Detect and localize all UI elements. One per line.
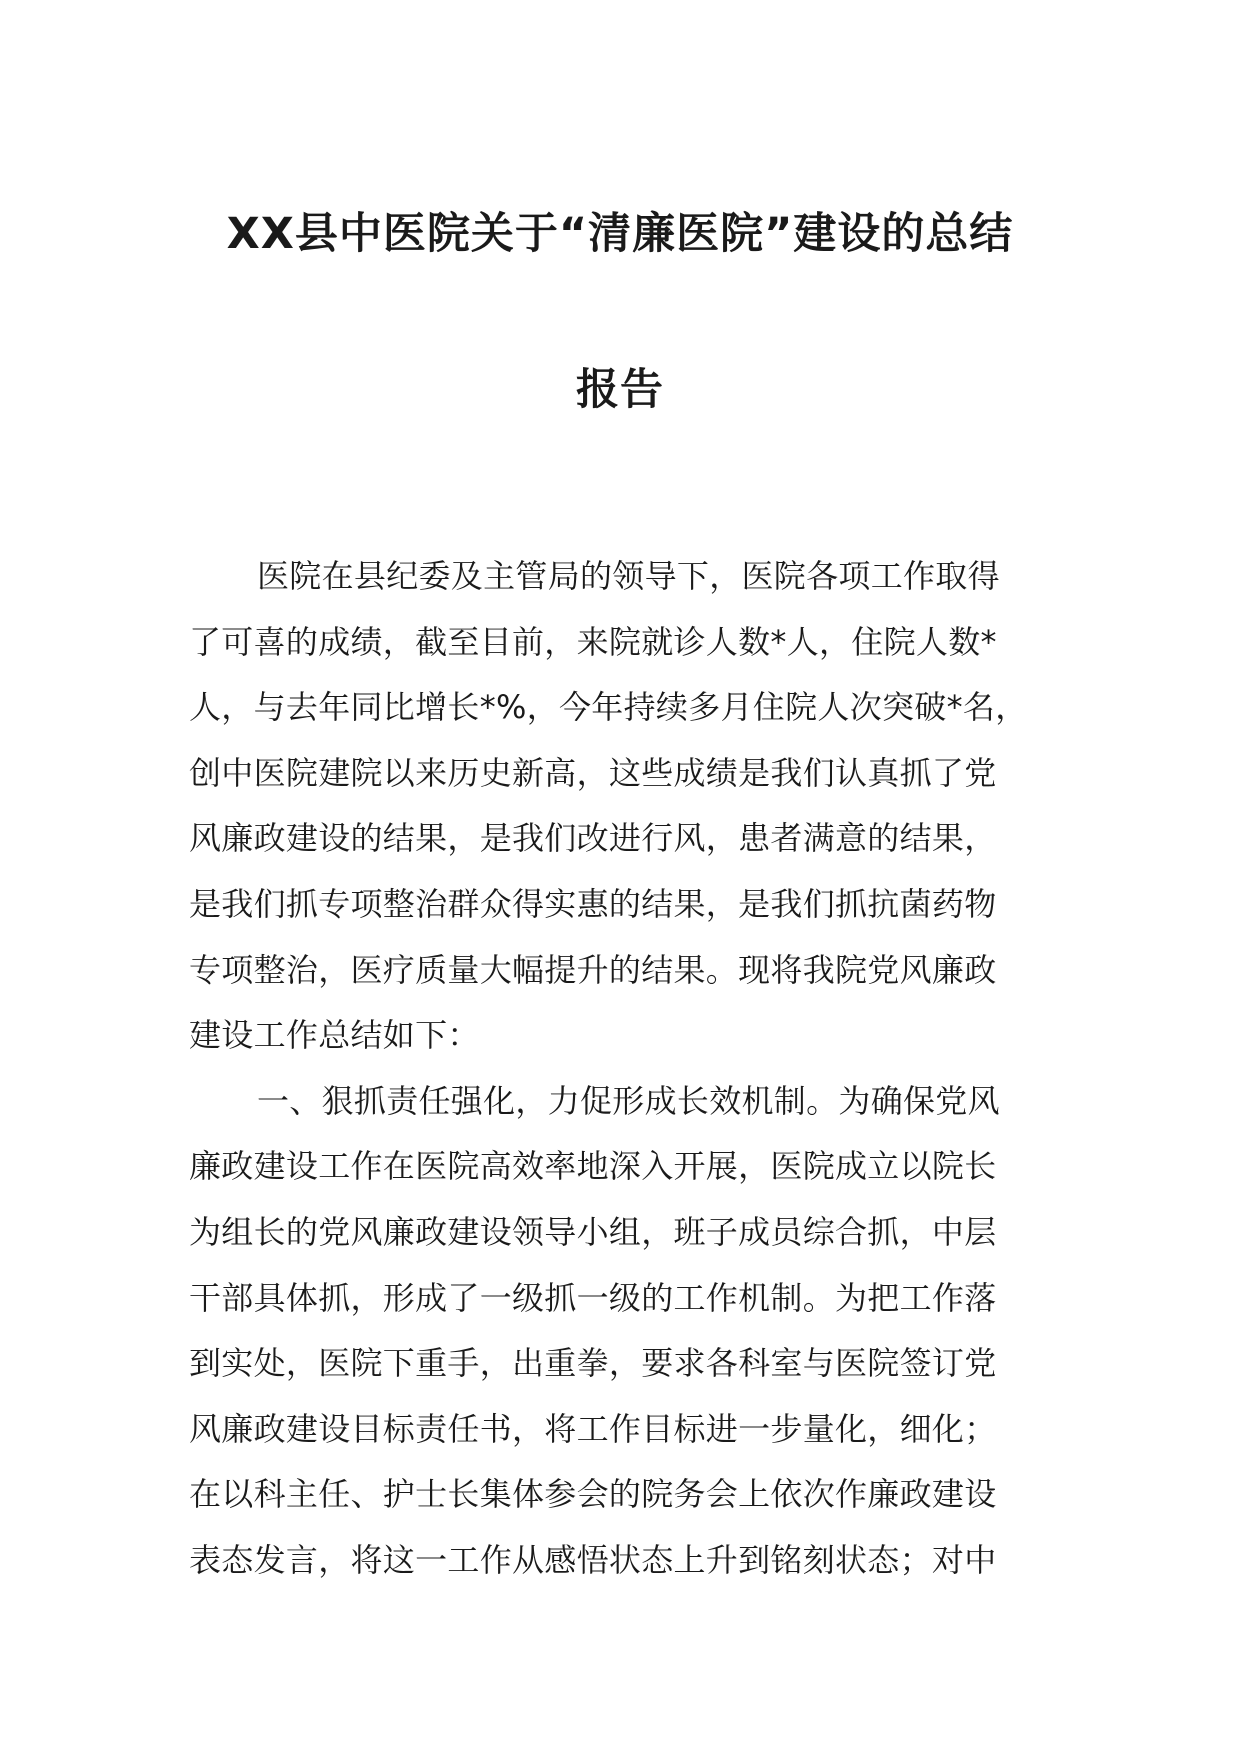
body-line: 风廉政建设的结果，是我们改进行风，患者满意的结果，: [189, 819, 997, 858]
body-line: 到实处，医院下重手，出重拳，要求各科室与医院签订党: [189, 1344, 997, 1383]
body-line: 廉政建设工作在医院高效率地深入开展，医院成立以院长: [189, 1147, 997, 1186]
document-title-line-1: XX县中医院关于“清廉医院”建设的总结: [226, 209, 1014, 259]
body-line: 医院在县纪委及主管局的领导下，医院各项工作取得: [257, 557, 1000, 595]
body-line: 建设工作总结如下：: [189, 1016, 480, 1055]
body-line: 风廉政建设目标责任书，将工作目标进一步量化，细化；: [189, 1409, 997, 1448]
body-line: 人，与去年同比增长*%，今年持续多月住院人次突破*名，: [189, 688, 1028, 727]
body-line: 创中医院建院以来历史新高，这些成绩是我们认真抓了党: [189, 753, 997, 792]
document-title-line-2: 报告: [576, 365, 664, 415]
body-line: 干部具体抓，形成了一级抓一级的工作机制。为把工作落: [189, 1278, 997, 1317]
body-line: 表态发言，将这一工作从感悟状态上升到铭刻状态；对中: [189, 1540, 997, 1579]
document-body: [189, 544, 1055, 1594]
body-line: 是我们抓专项整治群众得实惠的结果，是我们抓抗菌药物: [189, 884, 997, 923]
body-line: 一、狠抓责任强化，力促形成长效机制。为确保党风: [257, 1081, 1000, 1120]
body-line: 了可喜的成绩，截至目前，来院就诊人数*人，住院人数*: [189, 622, 997, 661]
body-line: 在以科主任、护士长集体参会的院务会上依次作廉政建设: [189, 1475, 997, 1514]
body-line: 为组长的党风廉政建设领导小组，班子成员综合抓，中层: [189, 1212, 997, 1251]
body-line: 专项整治，医疗质量大幅提升的结果。现将我院党风廉政: [189, 950, 997, 989]
